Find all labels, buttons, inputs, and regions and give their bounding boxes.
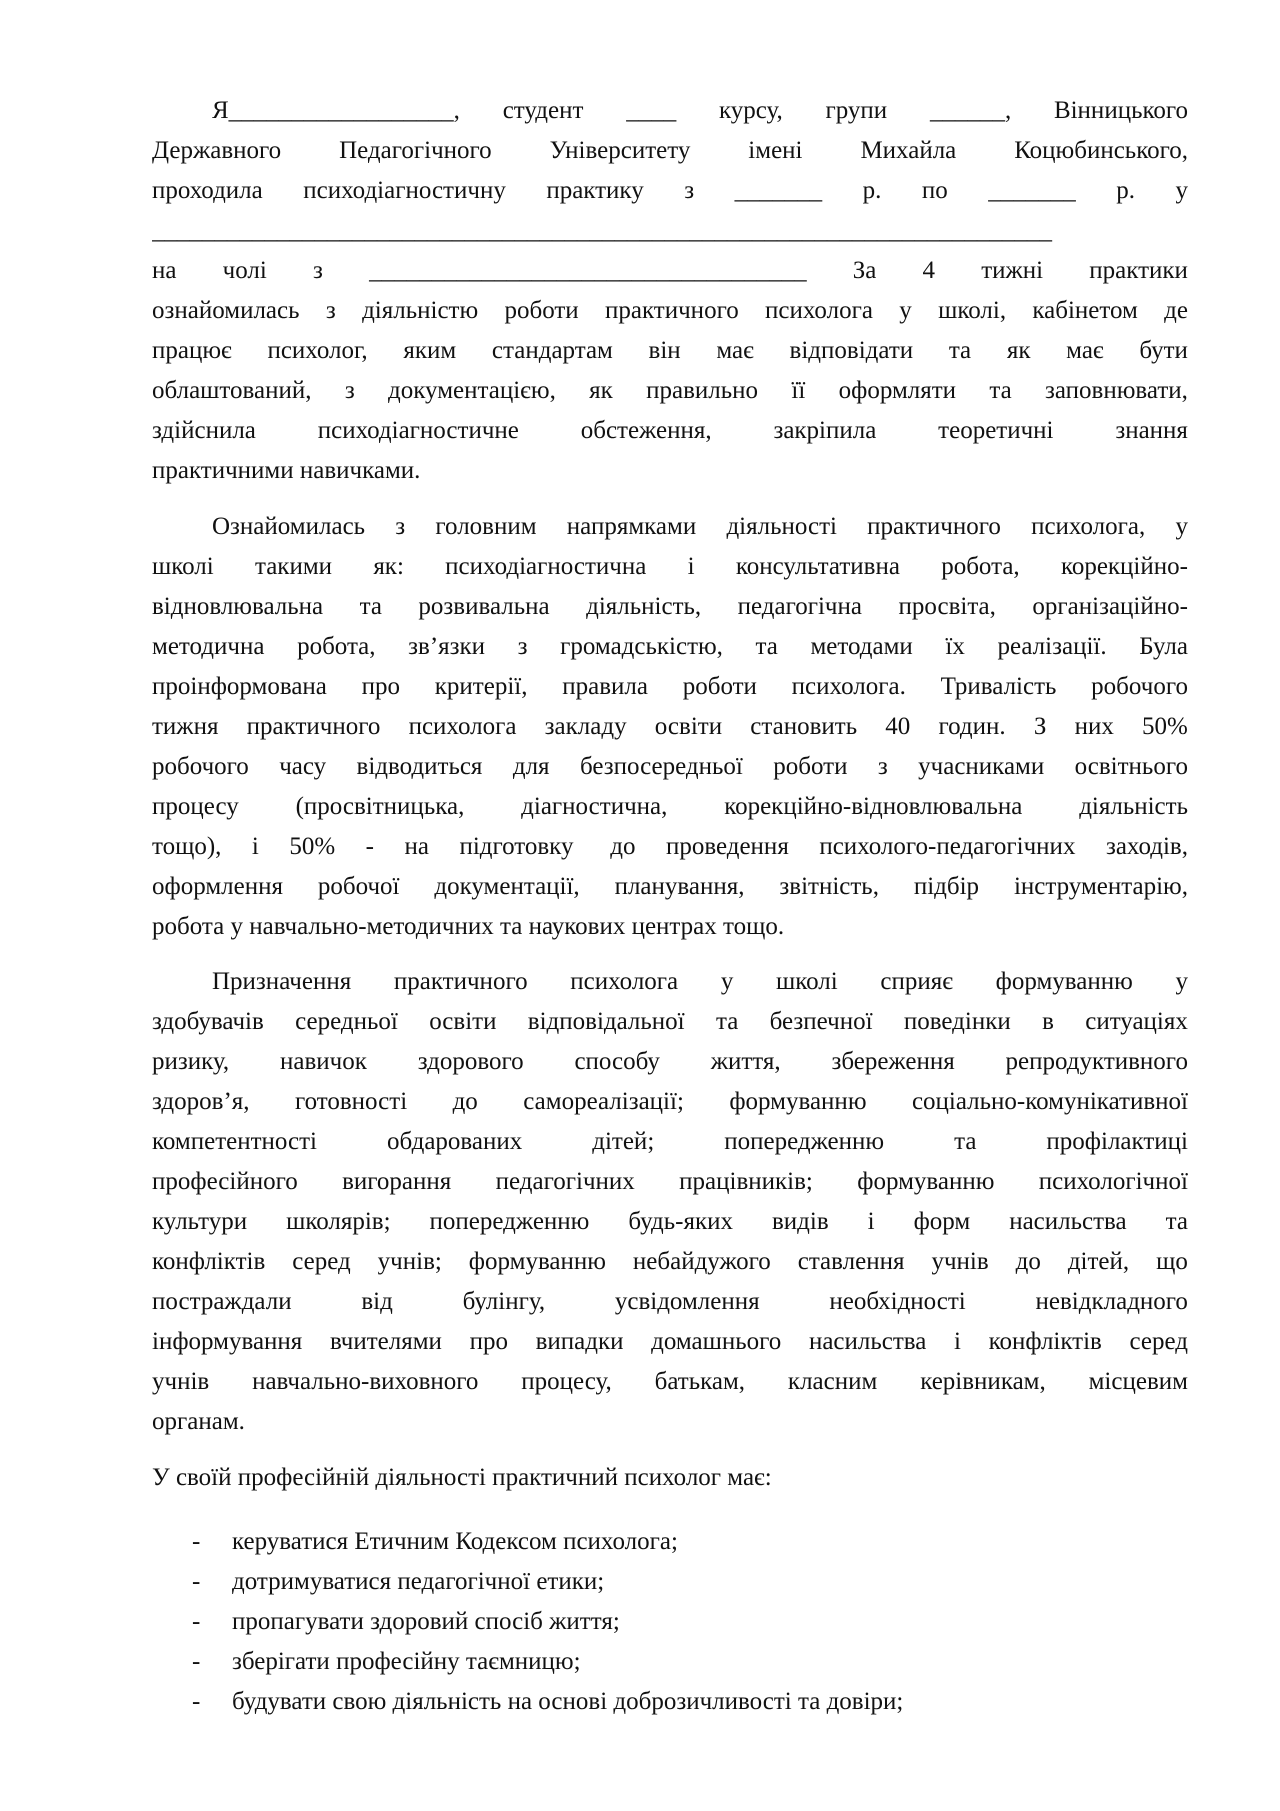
p3-line-1	[212, 967, 1188, 997]
word: як	[589, 377, 613, 404]
word: заходів,	[1105, 833, 1188, 860]
word: них	[1074, 713, 1114, 740]
word: має	[716, 337, 754, 364]
p2-line-9	[152, 832, 1188, 862]
word: 40	[885, 713, 911, 740]
word: Ознайомилась	[212, 513, 366, 540]
word: знання	[1115, 417, 1188, 444]
p2-line-1	[212, 512, 1188, 542]
word: у	[1175, 177, 1188, 204]
word: відповідальної	[527, 1008, 685, 1035]
word: психолога	[570, 968, 679, 995]
word: усвідомлення	[614, 1288, 760, 1315]
word: часу	[279, 753, 327, 780]
word: діяльністю	[362, 297, 479, 324]
word: і	[687, 553, 695, 580]
word: освіти	[429, 1008, 497, 1035]
p3-line-2	[152, 1007, 1188, 1037]
word: робочого	[152, 753, 249, 780]
word: класним	[787, 1368, 878, 1395]
word: проходила	[152, 177, 263, 204]
word: практики	[1089, 257, 1188, 284]
word: учнів	[152, 1368, 210, 1395]
word: самореалізації;	[523, 1088, 684, 1115]
word: ознайомилась	[152, 297, 300, 324]
word: реалізації.	[997, 633, 1107, 660]
word: ______,	[929, 97, 1012, 124]
word: працює	[152, 337, 232, 364]
word: з	[344, 377, 355, 404]
word: робота,	[941, 553, 1020, 580]
word: як:	[373, 553, 404, 580]
p1-line-9	[152, 416, 1188, 446]
p2-line-3	[152, 592, 1188, 622]
word: вчителями	[329, 1328, 442, 1355]
word: планування,	[614, 873, 745, 900]
word: Я__________________,	[212, 97, 460, 124]
p3-line-7	[152, 1207, 1188, 1237]
word: студент	[502, 97, 584, 124]
word: по	[921, 177, 948, 204]
p2-line-7	[152, 752, 1188, 782]
p2-line-8	[152, 792, 1188, 822]
word: _______	[734, 177, 823, 204]
word: постраждали	[152, 1288, 292, 1315]
word: процесу	[152, 793, 239, 820]
word: психолого-педагогічних	[819, 833, 1076, 860]
word: працівників;	[679, 1168, 813, 1195]
word: розвивальна	[418, 593, 550, 620]
word: облаштований,	[152, 377, 312, 404]
word: обдарованих	[387, 1128, 523, 1155]
word: навичок	[280, 1048, 367, 1075]
word: ризику,	[152, 1048, 230, 1075]
word: та	[948, 337, 972, 364]
word: навчально-виховного	[252, 1368, 479, 1395]
word: курсу,	[718, 97, 783, 124]
word: в	[1042, 1008, 1054, 1035]
word: освіти	[654, 713, 723, 740]
p1-line-1	[212, 96, 1188, 126]
word: Педагогічного	[339, 137, 492, 164]
word: здорового	[417, 1048, 524, 1075]
word: і	[867, 1208, 875, 1235]
word: проведення	[665, 833, 789, 860]
word: критерії,	[434, 673, 528, 700]
p2-line-5	[152, 672, 1188, 702]
word: здоров’я,	[152, 1088, 250, 1115]
word: до	[610, 833, 636, 860]
word: роботи	[504, 297, 579, 324]
word: видів	[772, 1208, 829, 1235]
word: просвіта,	[898, 593, 996, 620]
word: має	[1066, 337, 1104, 364]
word: де	[1164, 297, 1188, 324]
p3-line-9	[152, 1287, 1188, 1317]
word: робочого	[1091, 673, 1188, 700]
word: серед	[292, 1248, 351, 1275]
word: та	[755, 633, 778, 660]
word: здобувачів	[152, 1008, 264, 1035]
word: з	[395, 513, 406, 540]
p3-line-4	[152, 1087, 1188, 1117]
word: підбір	[913, 873, 980, 900]
word: поведінки	[903, 1008, 1011, 1035]
p3-line-6	[152, 1167, 1188, 1197]
p1-line-6	[152, 296, 1188, 326]
word: діяльність,	[586, 593, 702, 620]
word: попередженню	[724, 1128, 885, 1155]
p3-line-5	[152, 1127, 1188, 1157]
word: місцевим	[1088, 1368, 1188, 1395]
word: ____	[626, 97, 677, 124]
word: про	[361, 673, 401, 700]
word: практику	[546, 177, 644, 204]
word: школі,	[938, 297, 1007, 324]
word: ситуаціях	[1085, 1008, 1188, 1035]
word: невідкладного	[1035, 1288, 1188, 1315]
word: бути	[1139, 337, 1188, 364]
word: роботи	[682, 673, 757, 700]
word: оформлення	[152, 873, 283, 900]
word: профілактиці	[1046, 1128, 1188, 1155]
p2-line-6	[152, 712, 1188, 742]
word: такими	[254, 553, 333, 580]
word: 50%	[1142, 713, 1188, 740]
word: керівникам,	[920, 1368, 1046, 1395]
word: 4	[922, 257, 936, 284]
word: способу	[574, 1048, 660, 1075]
p1-line-3	[152, 176, 1188, 206]
word: оформляти	[838, 377, 957, 404]
word: обстеження,	[580, 417, 712, 444]
word: на	[404, 833, 429, 860]
word: дітей,	[1067, 1248, 1130, 1275]
word: та	[359, 593, 382, 620]
word: і	[251, 833, 259, 860]
word: р.	[1116, 177, 1135, 204]
p3-line-10	[152, 1327, 1188, 1357]
word: готовності	[294, 1088, 408, 1115]
word: закріпила	[773, 417, 877, 444]
word: відводиться	[356, 753, 483, 780]
word: учнів;	[377, 1248, 442, 1275]
word: р.	[862, 177, 882, 204]
word: середньої	[295, 1008, 398, 1035]
word: Михайла	[860, 137, 957, 164]
word: інформування	[152, 1328, 303, 1355]
word: насильства	[808, 1328, 927, 1355]
word: процесу,	[521, 1368, 612, 1395]
list-item-text: зберігати професійну таємницю;	[232, 1648, 581, 1675]
word: теоретичні	[938, 417, 1054, 444]
p3-line-12: органам.	[152, 1408, 245, 1435]
word: з	[325, 297, 336, 324]
word: правила	[562, 673, 648, 700]
word: психолога.	[791, 673, 906, 700]
word: психодіагностична	[445, 553, 647, 580]
word: діяльності	[726, 513, 837, 540]
word: практичного	[393, 968, 528, 995]
p2-line-4	[152, 632, 1188, 662]
word: робочої	[317, 873, 400, 900]
word: у	[1175, 968, 1188, 995]
word: яким	[403, 337, 457, 364]
word: групи	[825, 97, 888, 124]
p1-line-2	[152, 136, 1188, 166]
word: сприяє	[880, 968, 953, 995]
word: методична	[152, 633, 265, 660]
word: форм	[913, 1208, 971, 1235]
word: учасниками	[918, 753, 1045, 780]
word: тижні	[981, 257, 1044, 284]
list-item-text: дотримуватися педагогічної етики;	[232, 1568, 605, 1595]
word: Коцюбинського,	[1014, 137, 1188, 164]
word: консультативна	[735, 553, 900, 580]
list-item-text: будувати свою діяльність на основі доброзичливості та довіри;	[232, 1688, 904, 1715]
word: корекційно-	[1060, 553, 1188, 580]
word: чолі	[222, 257, 267, 284]
p3-line-11	[152, 1367, 1188, 1397]
dash-marker: -	[192, 1608, 201, 1635]
word: організаційно-	[1032, 593, 1188, 620]
word: педагогічна	[737, 593, 862, 620]
word: роботи	[773, 753, 848, 780]
word: про	[469, 1328, 508, 1355]
word: у	[1175, 513, 1188, 540]
word: соціально-комунікативної	[911, 1088, 1188, 1115]
word: що	[1156, 1248, 1188, 1275]
word: напрямками	[566, 513, 697, 540]
word: За	[852, 257, 877, 284]
word: практичного	[605, 297, 739, 324]
word: формуванню	[995, 968, 1133, 995]
p1-line-7	[152, 336, 1188, 366]
word: документацією,	[388, 377, 556, 404]
word: для	[512, 753, 550, 780]
word: правильно	[646, 377, 759, 404]
word: практичного	[246, 713, 381, 740]
word: звітність,	[779, 873, 879, 900]
word: Державного	[152, 137, 282, 164]
word: кабінетом	[1032, 297, 1138, 324]
word: її	[791, 377, 806, 404]
word: небайдужого	[632, 1248, 771, 1275]
word: школі	[776, 968, 838, 995]
word: методами	[810, 633, 913, 660]
word: до	[1015, 1248, 1041, 1275]
word: З	[1033, 713, 1047, 740]
word: Була	[1139, 633, 1188, 660]
word: безпосередньої	[579, 753, 743, 780]
word: психолога	[408, 713, 517, 740]
list-item-text: керуватися Етичним Кодексом психолога;	[232, 1528, 678, 1555]
word: становить	[750, 713, 858, 740]
word: збереження	[831, 1048, 955, 1075]
word: головним	[435, 513, 537, 540]
word: робота,	[297, 633, 376, 660]
word: -	[365, 833, 374, 860]
word: психологічної	[1038, 1168, 1188, 1195]
word: проінформована	[152, 673, 327, 700]
word: Університету	[549, 137, 691, 164]
word: з	[313, 257, 323, 284]
word: школі	[152, 553, 214, 580]
word: будь-яких	[628, 1208, 734, 1235]
word: тощо),	[152, 833, 222, 860]
word: підготовку	[459, 833, 580, 860]
word: тижня	[152, 713, 219, 740]
word: у	[899, 297, 912, 324]
dash-marker: -	[192, 1528, 201, 1555]
p2-line-10	[152, 872, 1188, 902]
word: корекційно-відновлювальна	[724, 793, 1023, 820]
word: документації,	[434, 873, 580, 900]
word: формуванню	[468, 1248, 606, 1275]
word: формуванню	[857, 1168, 995, 1195]
word: їх	[945, 633, 965, 660]
word: безпечної	[769, 1008, 873, 1035]
word: годин.	[938, 713, 1006, 740]
word: Вінницького	[1053, 97, 1188, 124]
word: зв’язки	[408, 633, 486, 660]
word: психодіагностичну	[303, 177, 506, 204]
word: культури	[152, 1208, 248, 1235]
word: заповнювати,	[1045, 377, 1188, 404]
p1-line-5	[152, 256, 1188, 286]
p2-line-11: робота у навчально-методичних та наукових центрах тощо.	[152, 913, 785, 940]
word: дітей;	[592, 1128, 655, 1155]
word: та	[715, 1008, 739, 1035]
word: він	[648, 337, 681, 364]
word: учнів	[931, 1248, 989, 1275]
word: _______	[988, 177, 1076, 204]
word: компетентності	[152, 1128, 317, 1155]
word: ___________________________________	[369, 257, 807, 284]
word: як	[1006, 337, 1031, 364]
dash-marker: -	[192, 1648, 201, 1675]
word: репродуктивного	[1005, 1048, 1188, 1075]
word: психолог,	[267, 337, 368, 364]
word: закладу	[544, 713, 627, 740]
word: у	[720, 968, 734, 995]
word: конфліктів	[152, 1248, 266, 1275]
word: педагогічних	[495, 1168, 635, 1195]
word: психолога,	[1031, 513, 1146, 540]
word: діяльність	[1079, 793, 1188, 820]
word: психодіагностичне	[317, 417, 519, 444]
word: з	[684, 177, 695, 204]
p1-line-8	[152, 376, 1188, 406]
word: відповідати	[789, 337, 914, 364]
word: випадки	[535, 1328, 624, 1355]
p3-line-8	[152, 1247, 1188, 1277]
word: з	[517, 633, 528, 660]
word: інструментарію,	[1013, 873, 1188, 900]
word: булінгу,	[462, 1288, 546, 1315]
word: 50%	[289, 833, 336, 860]
word: імені	[748, 137, 803, 164]
p2-line-2	[152, 552, 1188, 582]
word: стандартам	[491, 337, 613, 364]
word: насильства	[1009, 1208, 1127, 1235]
word: психолога	[765, 297, 873, 324]
word: конфліктів	[988, 1328, 1102, 1355]
word: попередженню	[429, 1208, 590, 1235]
word: здійснила	[152, 417, 256, 444]
word: батькам,	[654, 1368, 746, 1395]
word: ставлення	[797, 1248, 905, 1275]
word: Тривалість	[940, 673, 1057, 700]
word: від	[361, 1288, 393, 1315]
word: діагностична,	[521, 793, 668, 820]
word: необхідності	[829, 1288, 966, 1315]
word: та	[989, 377, 1012, 404]
word: життя,	[710, 1048, 781, 1075]
p4-line: У своїй професійній діяльності практичний психолог має:	[152, 1464, 772, 1491]
word: освітнього	[1074, 753, 1188, 780]
list-item-text: пропагувати здоровий спосіб життя;	[232, 1608, 620, 1635]
dash-marker: -	[192, 1568, 201, 1595]
word: з	[877, 753, 888, 780]
word: на	[152, 257, 177, 284]
word: Призначення	[212, 968, 352, 995]
word: відновлювальна	[152, 593, 324, 620]
dash-marker: -	[192, 1688, 201, 1715]
p1-line-10: практичними навичками.	[152, 457, 421, 484]
p1-line-4-blank: ________________________________________________________________________	[152, 217, 1052, 244]
word: формуванню	[729, 1088, 867, 1115]
word: серед	[1129, 1328, 1188, 1355]
word: і	[954, 1328, 961, 1355]
word: та	[1165, 1208, 1188, 1235]
word: до	[452, 1088, 478, 1115]
word: практичного	[867, 513, 1001, 540]
p3-line-3	[152, 1047, 1188, 1077]
word: професійного	[152, 1168, 298, 1195]
word: та	[954, 1128, 977, 1155]
word: школярів;	[286, 1208, 391, 1235]
word: (просвітницька,	[295, 793, 465, 820]
word: громадськістю,	[560, 633, 723, 660]
word: домашнього	[651, 1328, 782, 1355]
word: вигорання	[342, 1168, 452, 1195]
